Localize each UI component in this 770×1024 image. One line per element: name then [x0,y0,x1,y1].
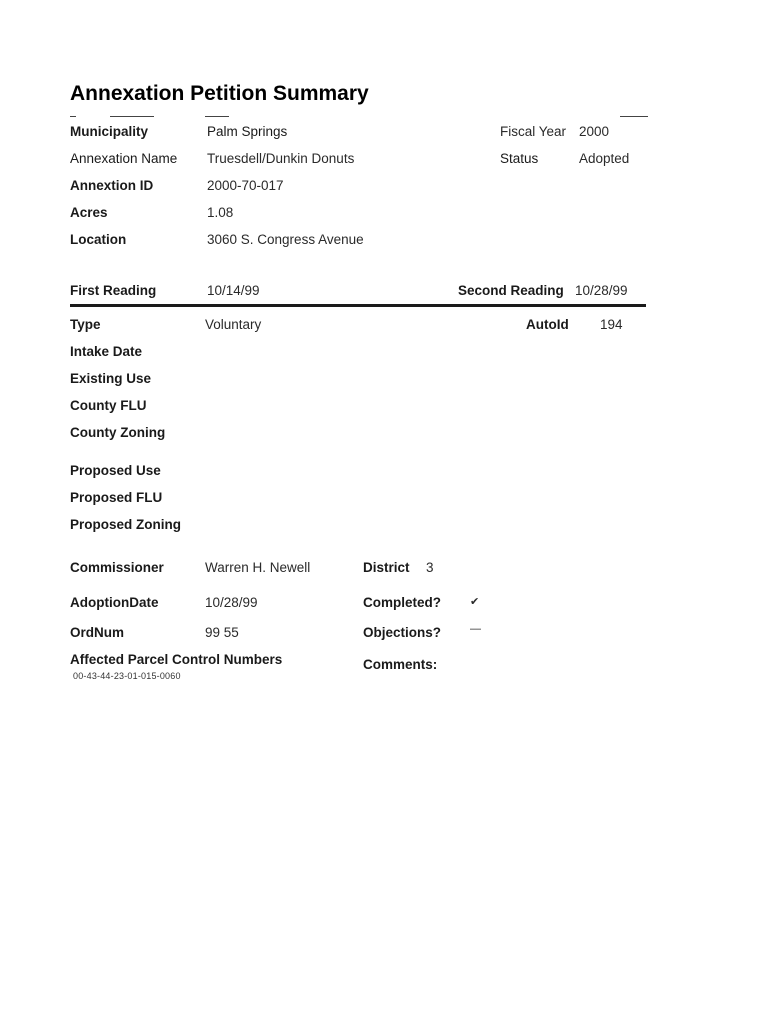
location-label: Location [70,232,127,247]
acres-label: Acres [70,205,108,220]
ordnum-value: 99 55 [205,625,239,640]
county-zoning-label: County Zoning [70,425,166,440]
second-reading-value: 10/28/99 [575,283,628,298]
intake-date-label: Intake Date [70,344,143,359]
objections-label: Objections? [363,625,442,640]
scan-speck [110,116,154,117]
existing-use-label: Existing Use [70,371,152,386]
adoption-date-label: AdoptionDate [70,595,159,610]
scan-speck [620,116,648,117]
parcel-number: 00-43-44-23-01-015-0060 [73,671,181,681]
autoid-label: AutoId [526,317,569,332]
type-value: Voluntary [205,317,262,332]
page-title: Annexation Petition Summary [70,82,369,105]
annexation-id-label: Annextion ID [70,178,154,193]
status-label: Status [500,151,539,166]
ordnum-label: OrdNum [70,625,124,640]
status-value: Adopted [579,151,630,166]
district-label: District [363,560,410,575]
scan-speck [205,116,229,117]
first-reading-label: First Reading [70,283,157,298]
location-value: 3060 S. Congress Avenue [207,232,364,247]
municipality-label: Municipality [70,124,149,139]
affected-parcels-label: Affected Parcel Control Numbers [70,652,283,667]
first-reading-value: 10/14/99 [207,283,260,298]
fiscal-year-value: 2000 [579,124,610,139]
completed-checkbox: ✔ [470,596,480,608]
acres-value: 1.08 [207,205,234,220]
type-label: Type [70,317,101,332]
commissioner-label: Commissioner [70,560,164,575]
annexation-name-label: Annexation Name [70,151,178,166]
annexation-id-value: 2000-70-017 [207,178,284,193]
proposed-use-label: Proposed Use [70,463,161,478]
annexation-name-value: Truesdell/Dunkin Donuts [207,151,355,166]
district-value: 3 [426,560,434,575]
autoid-value: 194 [600,317,623,332]
comments-label: Comments: [363,657,438,672]
adoption-date-value: 10/28/99 [205,595,258,610]
fiscal-year-label: Fiscal Year [500,124,567,139]
commissioner-value: Warren H. Newell [205,560,311,575]
scan-speck [70,116,76,117]
municipality-value: Palm Springs [207,124,288,139]
county-flu-label: County FLU [70,398,147,413]
objections-checkbox: — [470,623,481,635]
second-reading-label: Second Reading [458,283,564,298]
completed-label: Completed? [363,595,442,610]
proposed-flu-label: Proposed FLU [70,490,163,505]
proposed-zoning-label: Proposed Zoning [70,517,181,532]
section-divider [70,304,646,307]
